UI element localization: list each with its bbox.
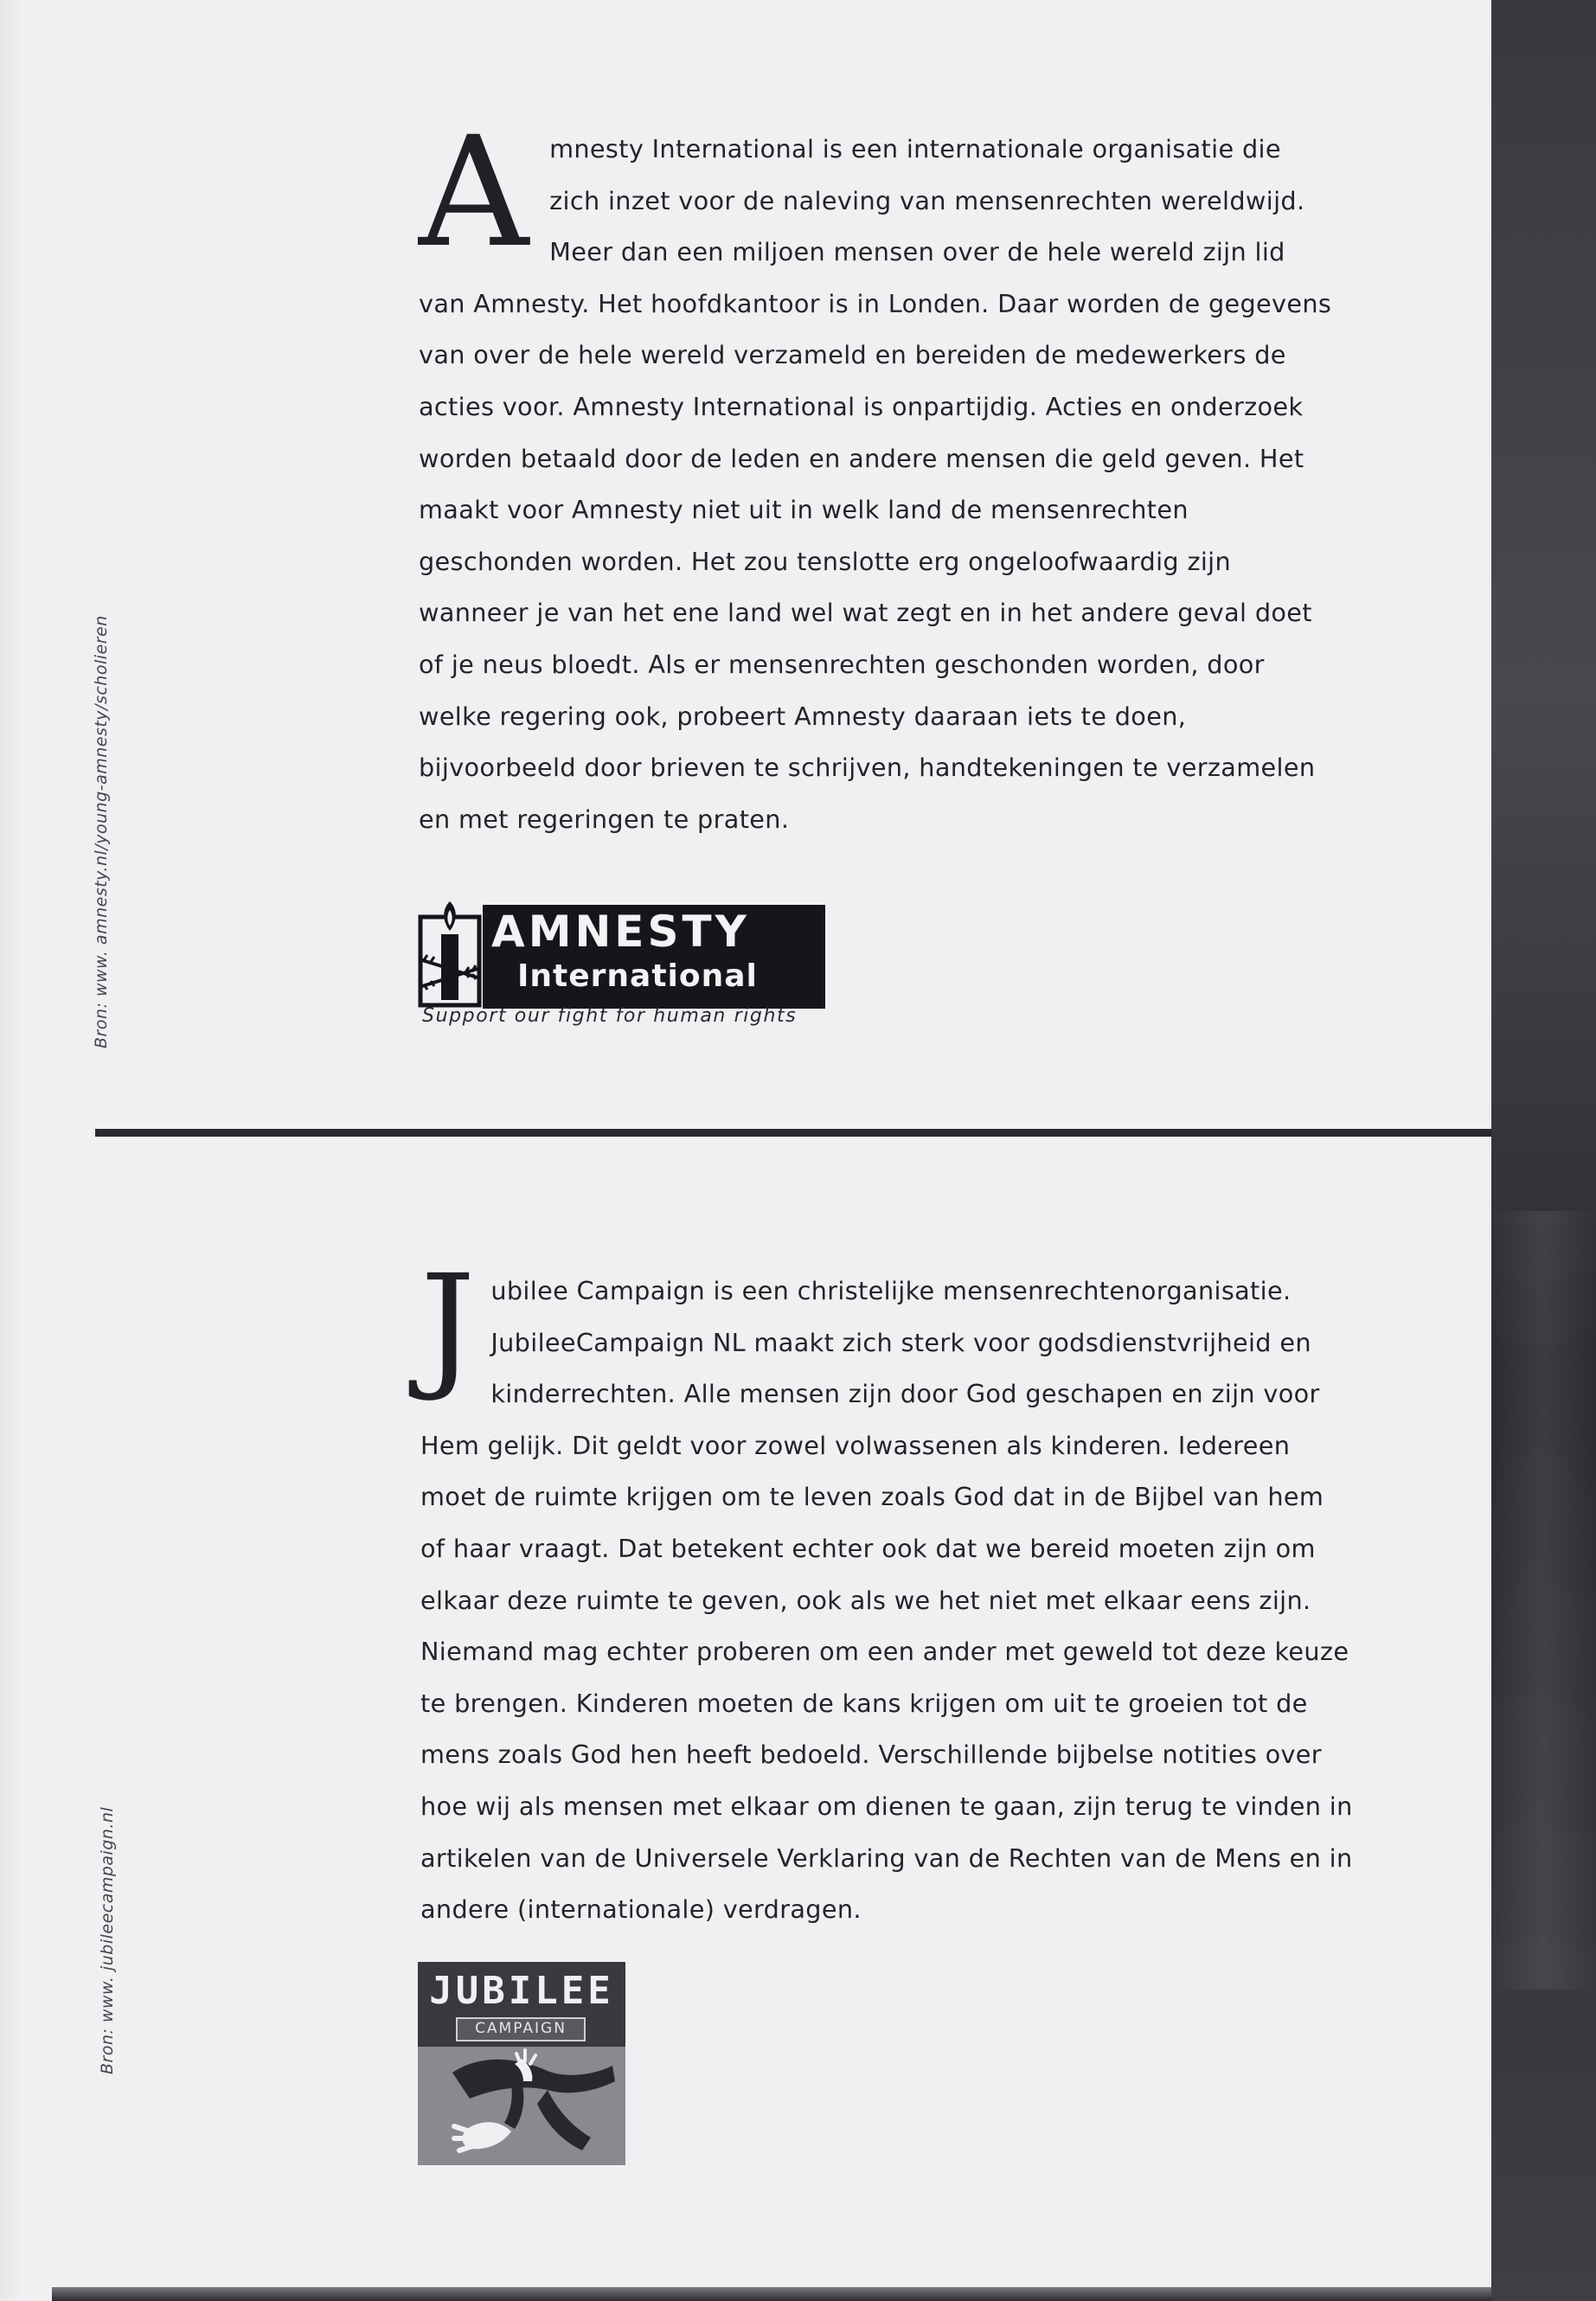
dropcap-a: A [419,104,529,281]
jubilee-hands-icon [418,2047,625,2165]
bottom-rule [52,2287,1491,2301]
amnesty-body-text: mnesty International is een internationale organisatie die zich inzet voor de naleving van mensenrechten wereldwijd. Meer dan een miljoen mensen over de hele wereld zijn lid van Amnesty. Het hoofdkantoor is in Londen. Daar worden de gegevens van over de hele wereld verzameld en bereiden de medewerkers de acties voor. Amnesty International is onpartijdig. Acties en onderzoek worden betaald door de leden en andere mensen die geld geven. Het maakt voor Amnesty niet uit in welk land de mensenrechten geschonden worden. Het zou tenslotte erg ongeloofwaardig zijn wanneer je van het ene land wel wat zegt en in het andere geval doet of je neus bloedt. Als er mensenrechten geschonden worden, door welke regering ook, probeert Amnesty daaraan iets te doen, bijvoorbeeld door brieven te schrijven, handtekeningen te verzamelen en met regeringen te praten. [419,134,1332,834]
source-amnesty: Bron: www. amnesty.nl/young-amnesty/scholieren [92,615,111,1048]
amnesty-candle-icon [415,884,488,1014]
jubilee-word: JUBILEE [429,1969,614,2013]
amnesty-tagline: Support our fight for human rights [422,1005,798,1027]
amnesty-logo [415,884,830,1031]
amnesty-sub: International [517,958,758,994]
article-jubilee [420,1246,1355,1936]
amnesty-word: AMNESTY [491,907,750,957]
jubilee-body-text: ubilee Campaign is een christelijke mensenrechtenorganisatie. JubileeCampaign NL maakt zich sterk voor godsdienstvrijheid en kinderrechten. Alle mensen zijn door God geschapen en zijn voor Hem gelijk. Dit geldt voor zowel volwassenen als kinderen. Iedereen moet de ruimte krijgen om te leven zoals God dat in de Bijbel van hem of haar vraagt. Dat betekent echter ook dat we bereid moeten zijn om elkaar deze ruimte te geven, ook als we het niet met elkaar eens zijn. Niemand mag echter proberen om een ander met geweld tot deze keuze te brengen. Kinderen moeten de kans krijgen om uit te groeien tot de mens zoals God hen heeft bedoeld. Verschillende bijbelse notities over hoe wij als mensen met elkaar om dienen te gaan, zijn terug te vinden in artikelen van de Universele Verklaring van de Rechten van de Mens en in andere (internationale) verdragen. [420,1276,1353,1925]
jubilee-logo [418,1962,625,2165]
source-jubilee: Bron: www. jubileecampaign.nl [98,1806,117,2074]
jubilee-sub: CAMPAIGN [475,2020,567,2037]
section-divider [95,1129,1491,1137]
page-edge [0,0,26,2301]
spine-highlight [1491,1211,1596,1990]
article-amnesty [419,104,1336,845]
amnesty-wordmark [483,905,825,1009]
jubilee-sub-box [456,2017,586,2041]
dropcap-j: J [420,1246,476,1405]
